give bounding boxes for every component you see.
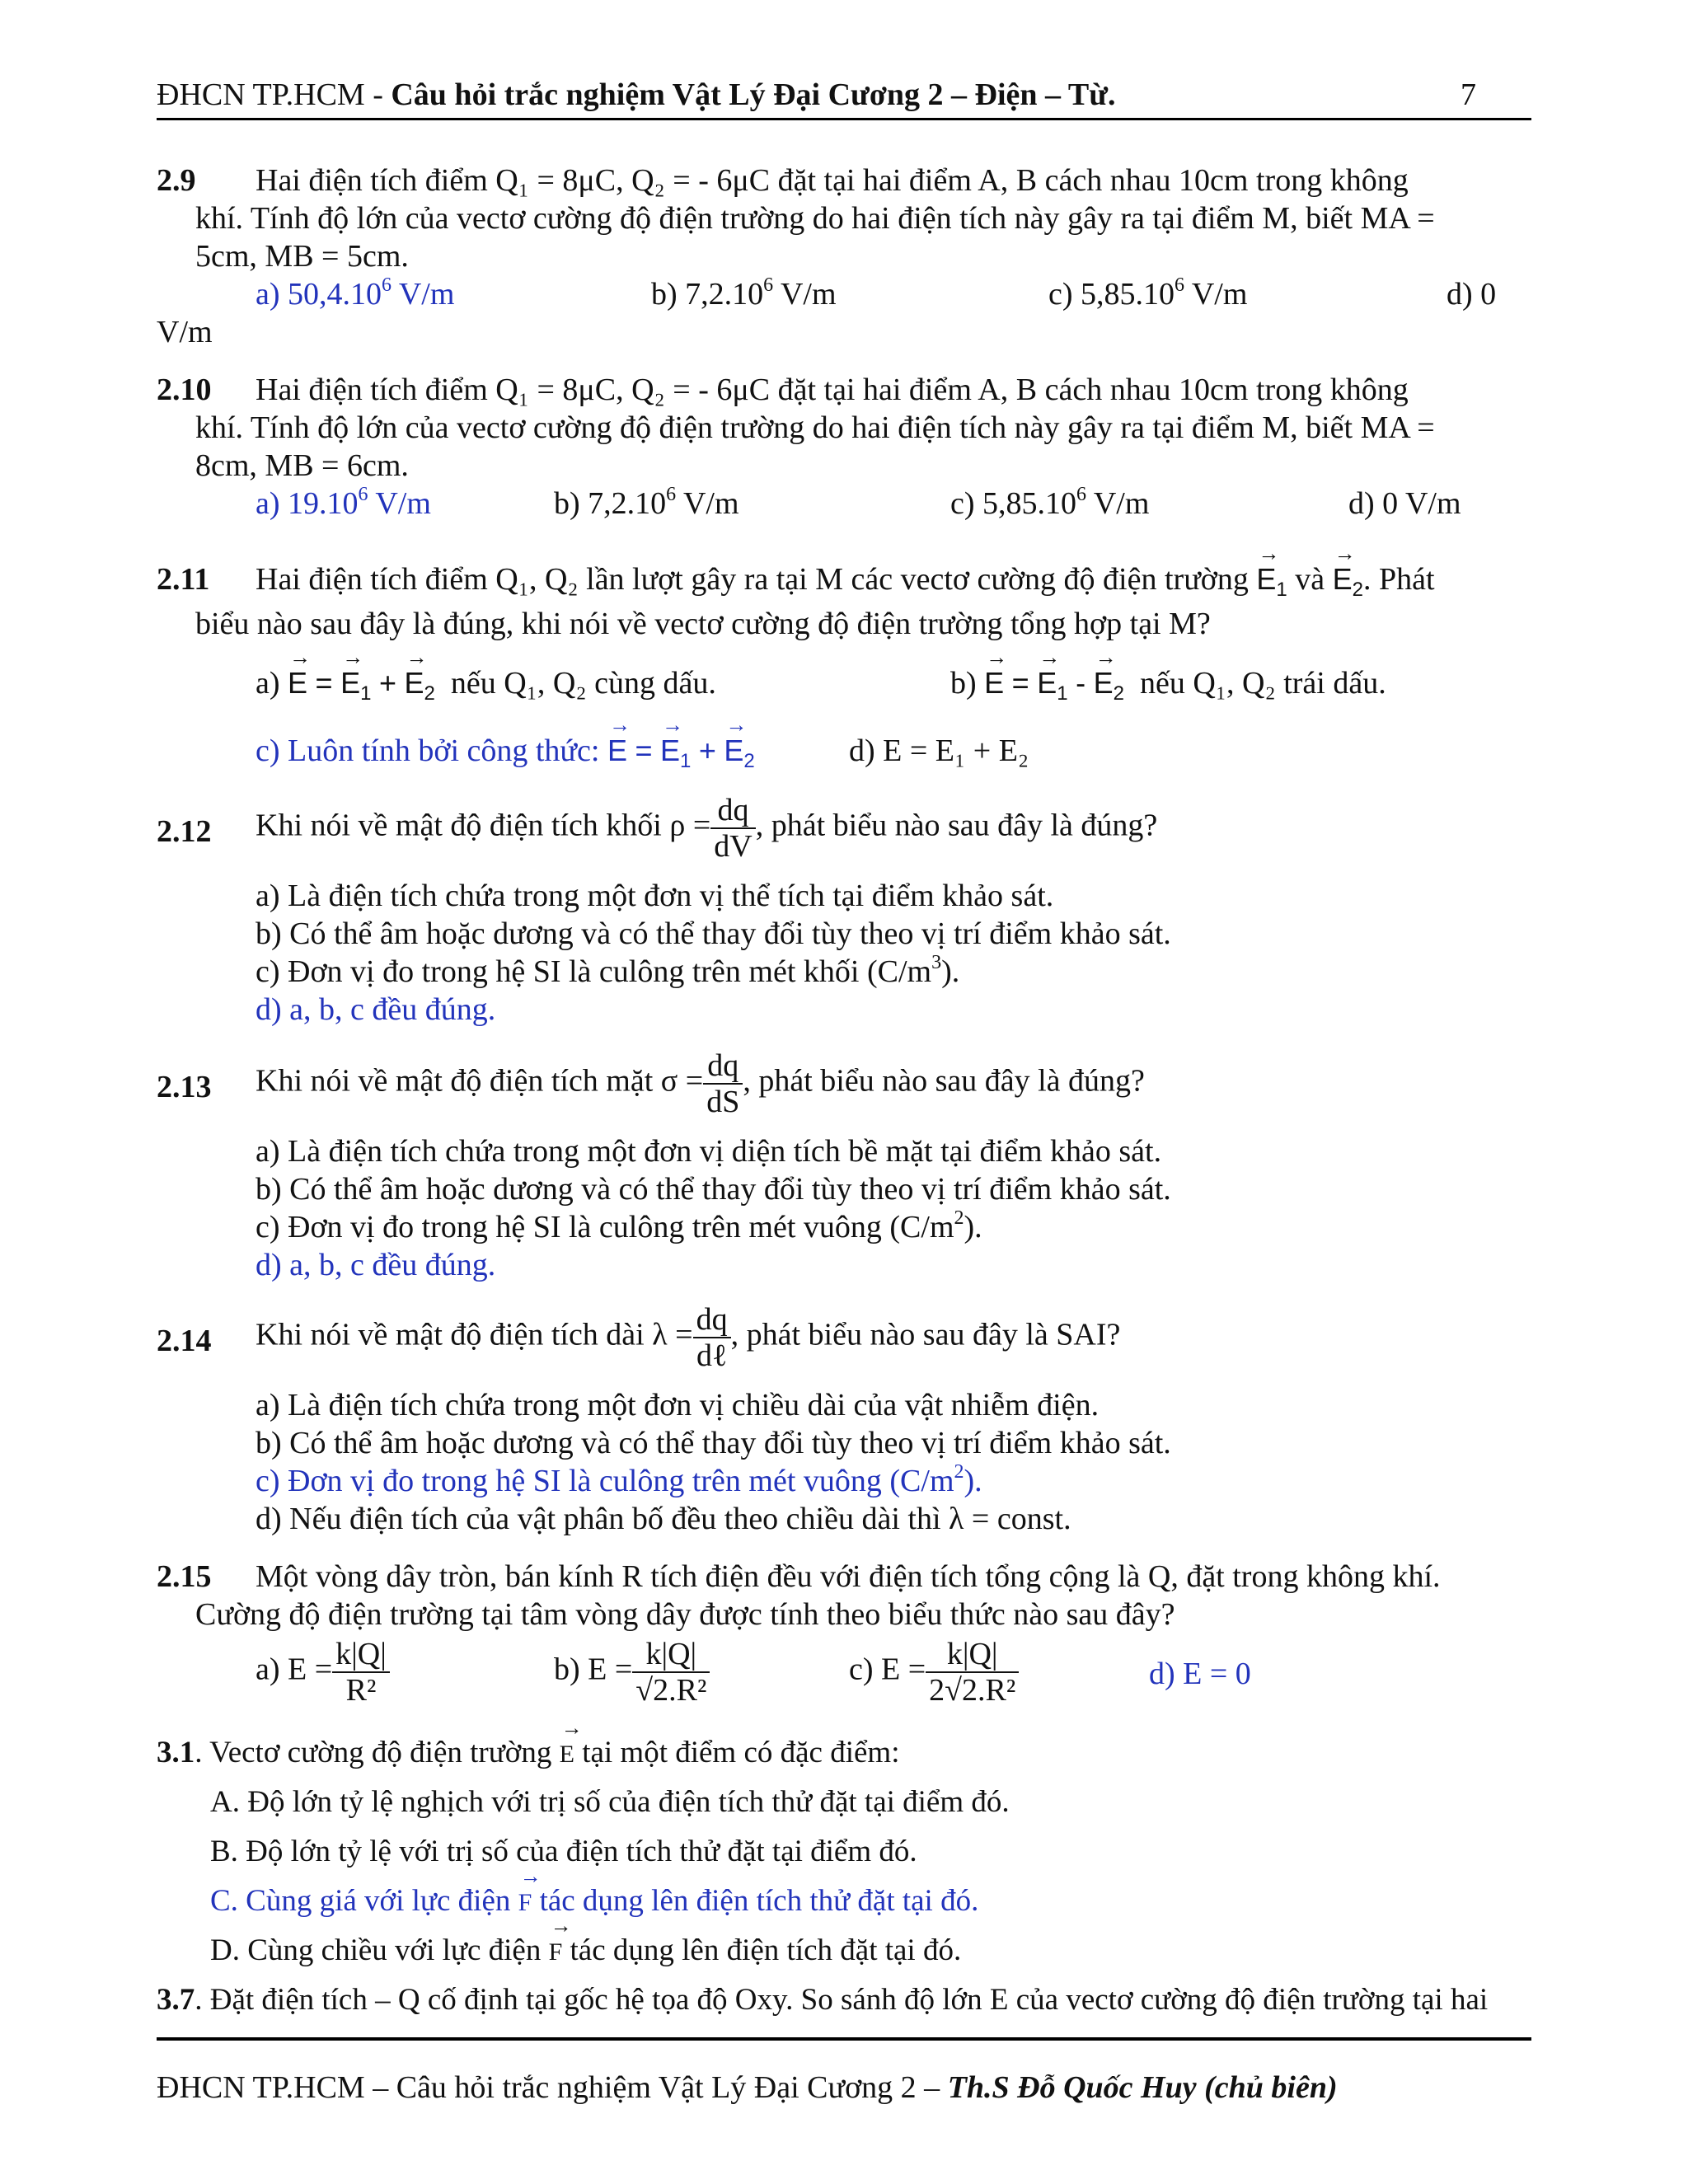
vector-E2: → $E_2$ (404, 664, 434, 702)
question-text: 5cm, MB = 5cm. (195, 239, 409, 274)
question-number: 2.15 (157, 1559, 212, 1594)
answer-option-d: D. Cùng chiều với lực điện → F tác dụng lên điện tích đặt tại đó. (210, 1932, 961, 1971)
question-number: 2.12 (157, 814, 212, 849)
vector-E: → E (607, 732, 627, 770)
header-rule (157, 118, 1531, 120)
answer-option-a: a) → E = → $E_1$ + → $E_2$ nếu Q₁, Q₂ cùng dấu. (256, 664, 716, 702)
question-text: biểu nào sau đây là đúng, khi nói về vectơ cường độ điện trường tổng hợp tại M? (195, 607, 1211, 641)
answer-option-a: a) 50,4.10$^6$ V/m (256, 274, 455, 312)
answer-option-d: d) E = E₁ + E₂ (849, 733, 1029, 768)
answer-option-b: b) → E = → $E_1$ - → $E_2$ nếu Q₁, Q₂ trái dấu. (950, 664, 1386, 702)
answer-option-b: b) E = $\frac{k|Q|}{\text{√2.R²}}$ (554, 1637, 710, 1708)
vector-E2: → $E_2$ (1094, 664, 1124, 702)
question-number: 2.10 (157, 373, 212, 407)
fraction: $\frac{dq}{dS}$ (703, 1048, 743, 1119)
vector-E1: → $E_1$ (1256, 560, 1287, 598)
vector-F: → F (518, 1884, 532, 1922)
answer-option-a: a) E = $\frac{k|Q|}{\text{R²}}$ (256, 1637, 390, 1708)
vector-E1: → $E_1$ (1037, 664, 1067, 702)
question-text: 3.7. Đặt điện tích – Q cố định tại gốc hệ tọa độ Oxy. So sánh độ lớn E của vectơ cường độ điện trường tại hai (157, 1983, 1489, 2017)
question-text: Khi nói về mật độ điện tích khối ρ = $\frac{dq}{dV}$ , phát biểu nào sau đây là đúng? (256, 793, 1158, 864)
question-text: Hai điện tích điểm Q₁ = 8μC, Q₂ = - 6μC đặt tại hai điểm A, B cách nhau 10cm trong không (256, 163, 1409, 198)
question-text: Hai điện tích điểm Q₁, Q₂ lần lượt gây ra tại M các vectơ cường độ điện trường → $E_1$ và → $E_2$. Phát (256, 560, 1435, 598)
question-text: khí. Tính độ lớn của vectơ cường độ điện trường do hai điện tích này gây ra tại điểm M, biết MA = (195, 201, 1435, 236)
question-text: Một vòng dây tròn, bán kính R tích điện đều với điện tích tổng cộng là Q, đặt trong không khí. (256, 1559, 1441, 1594)
answer-option-b: b) Có thể âm hoặc dương và có thể thay đổi tùy theo vị trí điểm khảo sát. (256, 1426, 1171, 1460)
footer-author: Th.S Đỗ Quốc Huy (chủ biên) (947, 2070, 1338, 2105)
header-title: Câu hỏi trắc nghiệm Vật Lý Đại Cương 2 – Điện – Từ. (391, 77, 1116, 112)
question-number: 2.14 (157, 1324, 212, 1358)
answer-option-c: c) 5,85.10$^6$ V/m (950, 484, 1150, 521)
question-number: 2.9 (157, 163, 196, 198)
vector-E: → E (560, 1736, 574, 1774)
answer-option-c: c) Đơn vị đo trong hệ SI là culông trên mét khối $(C/m^3)$. (256, 952, 960, 989)
answer-option-b: b) Có thể âm hoặc dương và có thể thay đổi tùy theo vị trí điểm khảo sát. (256, 1172, 1171, 1207)
question-number: 3.7 (157, 1983, 195, 2017)
answer-option-a: a) Là điện tích chứa trong một đơn vị diện tích bề mặt tại điểm khảo sát. (256, 1134, 1162, 1169)
answer-option-a: a) Là điện tích chứa trong một đơn vị chiều dài của vật nhiễm điện. (256, 1388, 1100, 1422)
answer-option-d: d) E = 0 (1149, 1657, 1251, 1691)
question-text: 8cm, MB = 6cm. (195, 448, 409, 483)
vector-E2: → $E_2$ (1333, 560, 1363, 598)
answer-option-c: c) E = $\frac{k|Q|}{\text{2√2.R²}}$ (849, 1637, 1019, 1708)
answer-option-c: C. Cùng giá với lực điện → F tác dụng lên điện tích thử đặt tại đó. (210, 1882, 978, 1922)
vector-E: → E (288, 664, 307, 702)
answer-option-a: A. Độ lớn tỷ lệ nghịch với trị số của điện tích thử đặt tại điểm đó. (210, 1785, 1010, 1819)
question-number: 2.13 (157, 1070, 212, 1104)
answer-option-b: b) 7,2.10$^6$ V/m (651, 274, 837, 312)
question-text: khí. Tính độ lớn của vectơ cường độ điện trường do hai điện tích này gây ra tại điểm M, biết MA = (195, 410, 1435, 445)
answer-option-a: a) 19.10$^6$ V/m (256, 484, 431, 521)
answer-option-d: d) a, b, c đều đúng. (256, 1248, 496, 1282)
answer-option-d-unit: V/m (157, 315, 213, 349)
page-number: 7 (1461, 77, 1476, 112)
answer-option-c: c) Luôn tính bởi công thức: → E = → $E_1$ + → $E_2$ (256, 732, 755, 770)
question-text: Khi nói về mật độ điện tích mặt σ = $\frac{dq}{dS}$ , phát biểu nào sau đây là đúng? (256, 1048, 1145, 1119)
answer-option-c: c) Đơn vị đo trong hệ SI là culông trên mét vuông $(C/m^2)$. (256, 1461, 982, 1498)
question-text: 3.1. Vectơ cường độ điện trường → E tại một điểm có đặc điểm: (157, 1734, 900, 1774)
answer-option-a: a) Là điện tích chứa trong một đơn vị thể tích tại điểm khảo sát. (256, 879, 1054, 913)
answer-option-d: d) 0 V/m (1348, 486, 1461, 521)
question-text: Khi nói về mật độ điện tích dài λ = $\frac{dq}{\text{dℓ}}$ , phát biểu nào sau đây là SAI? (256, 1302, 1121, 1373)
answer-option-d: d) a, b, c đều đúng. (256, 992, 496, 1027)
answer-option-b: b) Có thể âm hoặc dương và có thể thay đổi tùy theo vị trí điểm khảo sát. (256, 916, 1171, 951)
footer-rule (157, 2037, 1531, 2041)
question-number: 3.1 (157, 1736, 195, 1769)
fraction: $\frac{dq}{\text{dℓ}}$ (693, 1302, 731, 1373)
answer-option-c: c) Đơn vị đo trong hệ SI là culông trên mét vuông $(C/m^2)$. (256, 1207, 982, 1244)
vector-E1: → $E_1$ (660, 732, 691, 770)
page-footer (157, 2069, 1338, 2107)
answer-option-c: c) 5,85.10$^6$ V/m (1048, 274, 1248, 312)
vector-E1: → $E_1$ (340, 664, 371, 702)
page-header (157, 76, 1116, 114)
vector-E2: → $E_2$ (724, 732, 754, 770)
answer-option-b: b) 7,2.10$^6$ V/m (554, 484, 739, 521)
question-number: 2.11 (157, 562, 210, 597)
vector-F: → F (549, 1933, 563, 1971)
answer-option-d: d) Nếu điện tích của vật phân bố đều theo chiều dài thì λ = const. (256, 1502, 1071, 1536)
fraction: $\frac{dq}{dV}$ (710, 793, 755, 864)
question-text: Hai điện tích điểm Q₁ = 8μC, Q₂ = - 6μC đặt tại hai điểm A, B cách nhau 10cm trong không (256, 373, 1409, 407)
vector-E: → E (984, 664, 1004, 702)
answer-option-d: d) 0 (1447, 277, 1497, 312)
answer-option-b: B. Độ lớn tỷ lệ với trị số của điện tích thử đặt tại điểm đó. (210, 1835, 917, 1868)
question-text: Cường độ điện trường tại tâm vòng dây được tính theo biểu thức nào sau đây? (195, 1597, 1175, 1632)
footer-text: ĐHCN TP.HCM – Câu hỏi trắc nghiệm Vật Lý Đại Cương 2 – (157, 2070, 948, 2105)
header-school: ĐHCN TP.HCM - (157, 77, 392, 112)
